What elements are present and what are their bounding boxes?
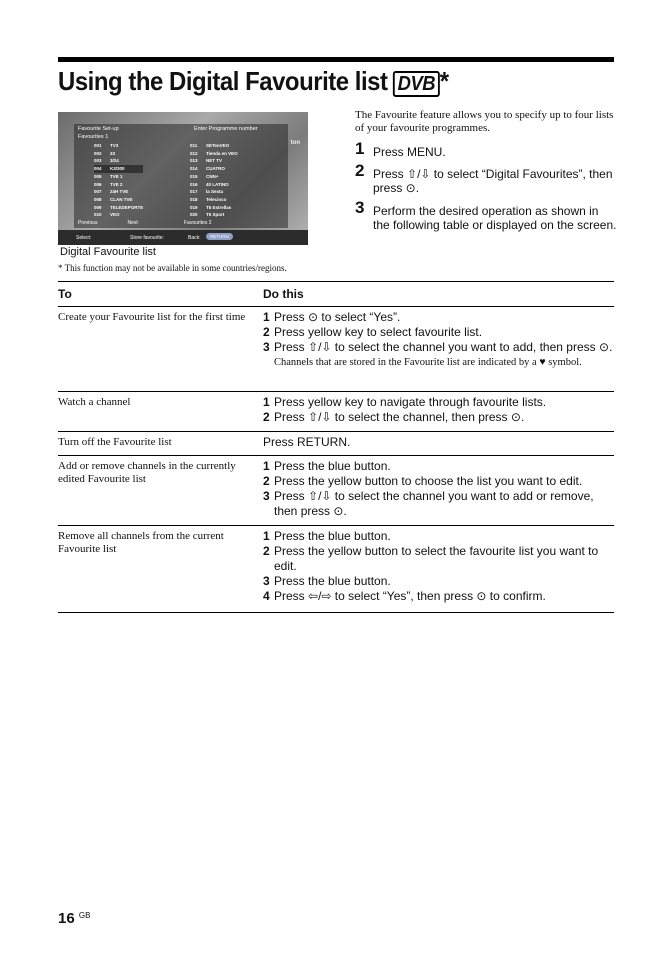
step-text: Press MENU.: [373, 145, 446, 159]
channel-number: 011: [190, 143, 198, 148]
channel-name: T5 Sport: [206, 212, 225, 218]
instruction-text: Press RETURN.: [263, 435, 351, 449]
instruction-step: [263, 489, 614, 519]
table-row: [58, 307, 614, 392]
channel-name: Tienda en VEO: [206, 150, 238, 156]
osd-store: Store favourite:: [130, 235, 164, 241]
instruction-step-number: 4: [263, 589, 270, 603]
osd-channel-list-left: [94, 142, 143, 219]
step-number: 2: [355, 161, 365, 180]
page-title-text: Using the Digital Favourite list: [58, 66, 388, 96]
instruction-step-number: 3: [263, 340, 270, 354]
table-row: [58, 456, 614, 526]
channel-number: 003: [94, 158, 102, 164]
channel-name: VEO: [110, 212, 120, 218]
osd-back: Back:: [188, 235, 201, 241]
favourite-screenshot: [58, 112, 308, 245]
step-text: Press ⇧/⇩ to select “Digital Favourites”, then press ⊙.: [373, 167, 613, 195]
page-number-value: 16: [58, 910, 75, 927]
instruction-step: [263, 325, 614, 340]
channel-name: TVE 2: [110, 181, 123, 187]
channel-number: 008: [94, 196, 102, 202]
osd-nav: [78, 220, 168, 226]
instruction-step-number: 2: [263, 474, 270, 488]
instruction-step-text: Press the blue button.: [274, 529, 391, 543]
channel-name: CUATRO: [206, 166, 225, 172]
channel-number: 018: [190, 196, 198, 202]
channel-name: 24H TVE: [110, 189, 129, 195]
cell-do: [263, 310, 614, 370]
table-row: [58, 432, 614, 456]
channel-row: [94, 204, 143, 212]
channel-row: [190, 196, 238, 204]
instruction-step: [263, 574, 614, 589]
channel-row: [94, 181, 143, 189]
channel-number: 006: [94, 181, 102, 187]
instruction-step: [263, 544, 614, 574]
instruction-step-number: 2: [263, 410, 270, 424]
channel-number: 007: [94, 189, 102, 195]
footnote: * This function may not be available in some countries/regions.: [58, 263, 287, 273]
channel-row: [94, 188, 143, 196]
instruction-step-number: 1: [263, 395, 270, 409]
osd-nav-right: Favourites 2: [184, 220, 212, 226]
channel-row: [190, 150, 238, 158]
channel-name: CLAN TVE: [110, 196, 133, 202]
instruction-step-text: Press the blue button.: [274, 459, 391, 473]
instruction-step-text: Press ⊙ to select “Yes”.: [274, 310, 401, 324]
channel-name: TELEDEPORTE: [110, 204, 144, 210]
channel-row: [94, 150, 143, 158]
instruction-step-text: Press ⇧/⇩ to select the channel you want to add, then press ⊙.: [274, 340, 613, 354]
channel-row: [190, 204, 238, 212]
cell-to: Create your Favourite list for the first time: [58, 311, 246, 323]
channel-row: [190, 157, 238, 165]
instruction-step: [263, 310, 614, 325]
instruction-step-number: 1: [263, 310, 270, 324]
channel-name: TVE 1: [110, 173, 123, 179]
channel-row: [190, 188, 238, 196]
channel-row: [94, 165, 143, 173]
osd-footer: [58, 230, 308, 245]
instruction-step-text: Press ⇦/⇨ to select “Yes”, then press ⊙ to confirm.: [274, 589, 546, 603]
page-suffix: GB: [78, 911, 91, 920]
column-header-do: Do this: [263, 287, 304, 301]
page-title: [58, 66, 449, 97]
osd-select: Select:: [76, 235, 92, 241]
step-text: Perform the desired operation as shown in the following table or displayed on the screen.: [373, 204, 617, 232]
channel-row: [190, 142, 238, 150]
osd-next: Next: [127, 220, 138, 226]
channel-number: 019: [190, 204, 198, 210]
channel-number: 013: [190, 158, 198, 164]
channel-name: 3/24: [110, 158, 119, 164]
channel-number: 004: [94, 166, 102, 172]
channel-number: 012: [190, 150, 198, 156]
channel-number: 002: [94, 150, 102, 156]
channel-name: T5 Estrellas: [206, 204, 232, 210]
title-asterisk: *: [439, 66, 449, 96]
table-header: [58, 281, 614, 307]
instruction-step: [263, 340, 614, 355]
cell-to: Add or remove channels in the currently edited Favourite list: [58, 460, 236, 485]
channel-number: 005: [94, 173, 102, 179]
channel-row: [94, 173, 143, 181]
channel-name: K3/300: [110, 166, 125, 172]
cell-do: [263, 529, 614, 604]
channel-name: SETenVEO: [206, 143, 230, 148]
channel-name: 40 LATINO: [206, 181, 229, 187]
channel-name: CNN+: [206, 173, 219, 179]
channel-row: [94, 142, 143, 150]
channel-row: [190, 165, 238, 173]
instruction-step-text: Press the blue button.: [274, 574, 391, 588]
instruction-step-number: 2: [263, 325, 270, 339]
step-number: 3: [355, 198, 365, 217]
column-header-to: To: [58, 287, 72, 301]
instruction-step: [263, 589, 614, 604]
screenshot-caption: Digital Favourite list: [60, 246, 156, 258]
channel-row: [94, 196, 143, 204]
osd-return-badge: RETURN: [206, 233, 233, 240]
table-body: [58, 307, 614, 613]
intro-text: The Favourite feature allows you to specify up to four lists of your favourite programmes.: [355, 109, 614, 134]
instruction-step-text: Press the yellow button to choose the list you want to edit.: [274, 474, 583, 488]
channel-number: 016: [190, 181, 198, 187]
channel-row: [94, 211, 143, 219]
osd-previous: Previous: [78, 220, 98, 226]
channel-number: 015: [190, 173, 198, 179]
channel-name: la Sexta: [206, 189, 224, 195]
channel-row: [94, 157, 143, 165]
osd-favourites-label: Favourites 1: [78, 134, 109, 140]
instruction-step: [263, 395, 614, 410]
channel-row: [190, 181, 238, 189]
instruction-step: [263, 474, 614, 489]
instruction-step: [263, 529, 614, 544]
instruction-step-number: 3: [263, 574, 270, 588]
instruction-step: [263, 459, 614, 474]
channel-name: TV3: [110, 143, 119, 148]
cell-to: Turn off the Favourite list: [58, 436, 172, 448]
instruction-step-text: Press yellow key to select favourite list.: [274, 325, 483, 339]
instruction-step-number: 2: [263, 544, 270, 558]
instruction-note: Channels that are stored in the Favourite list are indicated by a ♥ symbol.: [274, 357, 582, 368]
channel-number: 001: [94, 143, 102, 148]
channel-row: [190, 173, 238, 181]
instruction-step-number: 1: [263, 529, 270, 543]
instruction-step: [263, 410, 614, 425]
channel-name: 33: [110, 150, 116, 156]
cell-to: Remove all channels from the current Favourite list: [58, 530, 224, 555]
step-number: 1: [355, 139, 365, 158]
osd-header-right: Enter Programme number: [194, 126, 258, 132]
cell-do: [263, 435, 614, 450]
channel-number: 009: [94, 204, 102, 210]
instruction-step-text: Press ⇧/⇩ to select the channel you want to add or remove, then press ⊙.: [274, 489, 594, 518]
table-row: [58, 526, 614, 613]
cell-do: [263, 395, 614, 425]
instruction-step-number: 3: [263, 489, 270, 503]
operations-table: [58, 281, 614, 613]
channel-name: NET TV: [206, 158, 223, 164]
table-row: [58, 392, 614, 432]
title-rule: [58, 57, 614, 62]
channel-number: 020: [190, 212, 198, 218]
osd-side-text: ton: [290, 140, 300, 146]
dvb-logo: DVB: [393, 71, 440, 97]
cell-do: [263, 459, 614, 519]
channel-number: 014: [190, 166, 198, 172]
cell-to: Watch a channel: [58, 396, 131, 408]
instruction-step-text: Press ⇧/⇩ to select the channel, then press ⊙.: [274, 410, 525, 424]
channel-number: 010: [94, 212, 102, 218]
channel-number: 017: [190, 189, 198, 195]
channel-name: Telecinco: [206, 196, 227, 202]
instruction-step-text: Press yellow key to navigate through favourite lists.: [274, 395, 547, 409]
osd-channel-list-right: [190, 142, 238, 219]
instruction-step-text: Press the yellow button to select the favourite list you want to edit.: [274, 544, 599, 573]
osd-header-left: Favourite Set-up: [78, 126, 119, 132]
page-number: [58, 910, 90, 927]
channel-row: [190, 211, 238, 219]
instruction-step-number: 1: [263, 459, 270, 473]
